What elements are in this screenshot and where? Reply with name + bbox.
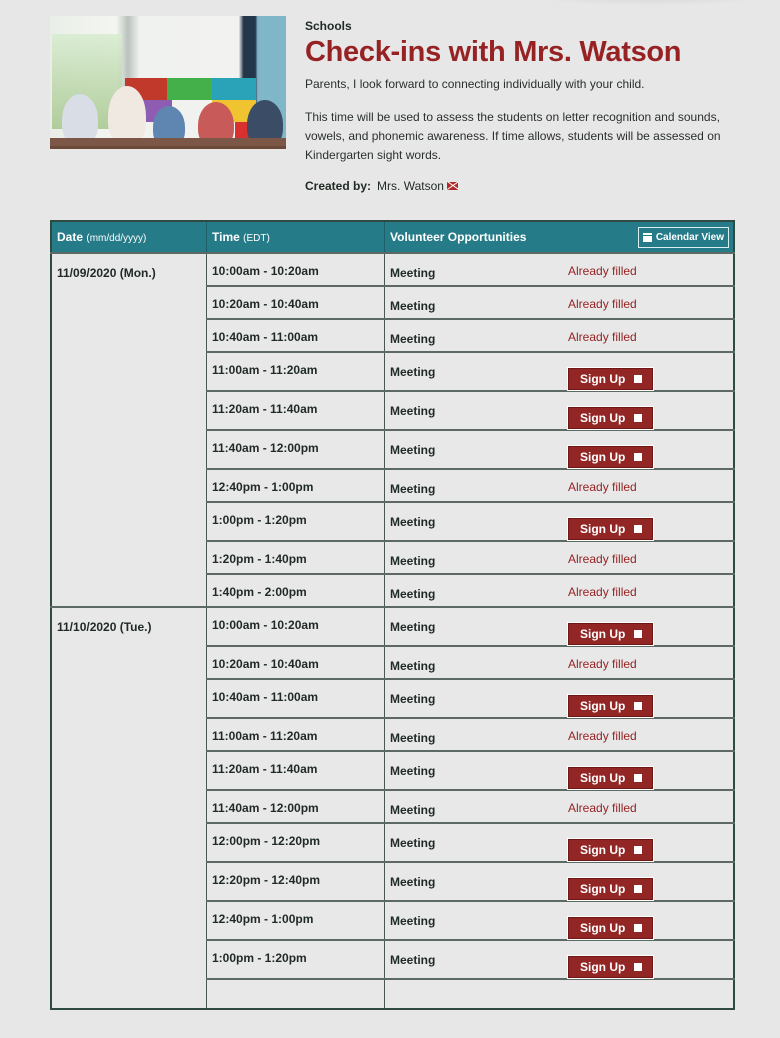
time-cell: 1:40pm - 2:00pm (207, 574, 385, 607)
time-cell: 12:00pm - 12:20pm (207, 823, 385, 862)
opportunity-cell (385, 718, 735, 751)
opportunity-name: Meeting (390, 482, 436, 496)
sign-up-checkbox[interactable] (634, 414, 642, 422)
sign-up-checkbox[interactable] (634, 846, 642, 854)
opportunity-name: Meeting (390, 692, 436, 706)
opportunity-cell (385, 823, 735, 862)
opportunity-cell (385, 430, 735, 469)
table-row (51, 253, 734, 286)
sign-up-button[interactable] (568, 623, 653, 645)
event-header (305, 18, 745, 193)
time-cell: 11:20am - 11:40am (207, 391, 385, 430)
time-cell: 12:40pm - 1:00pm (207, 469, 385, 502)
sign-up-button[interactable] (568, 839, 653, 861)
sign-up-label: Sign Up (580, 843, 626, 857)
opportunity-name: Meeting (390, 914, 436, 928)
opportunity-cell (385, 940, 735, 979)
time-cell: 12:20pm - 12:40pm (207, 862, 385, 901)
time-cell: 1:00pm - 1:20pm (207, 502, 385, 541)
opportunity-name: Meeting (390, 731, 436, 745)
sign-up-button[interactable] (568, 368, 653, 390)
sign-up-checkbox[interactable] (634, 774, 642, 782)
opportunity-cell (385, 607, 735, 646)
opportunity-cell (385, 574, 735, 607)
sign-up-label: Sign Up (580, 699, 626, 713)
time-cell: 11:20am - 11:40am (207, 751, 385, 790)
time-cell: 10:00am - 10:20am (207, 607, 385, 646)
opportunity-cell (385, 646, 735, 679)
opportunity-name: Meeting (390, 299, 436, 313)
sign-up-label: Sign Up (580, 960, 626, 974)
sign-up-checkbox[interactable] (634, 453, 642, 461)
sign-up-button[interactable] (568, 446, 653, 468)
sign-up-label: Sign Up (580, 627, 626, 641)
column-time: Time (EDT) (207, 221, 385, 253)
email-icon[interactable] (447, 182, 458, 190)
opportunity-cell (385, 469, 735, 502)
time-cell: 11:00am - 11:20am (207, 352, 385, 391)
table-header-row (51, 221, 734, 253)
sign-up-button[interactable] (568, 695, 653, 717)
opportunity-cell (385, 901, 735, 940)
time-cell: 11:40am - 12:00pm (207, 430, 385, 469)
opportunity-cell (385, 253, 735, 286)
opportunity-name: Meeting (390, 266, 436, 280)
date-cell: 11/10/2020 (Tue.) (51, 607, 207, 1009)
calendar-view-button[interactable]: Calendar View (638, 227, 729, 248)
breadcrumb[interactable]: Schools (305, 19, 352, 33)
description-text: This time will be used to assess the students on letter recognition and sounds, vowels, and phonemic awareness. If time allows, students will be assessed on Kindergarten sight words. (305, 110, 721, 162)
already-filled-status: Already filled (568, 585, 637, 599)
intro-text: Parents, I look forward to connecting individually with your child. (305, 77, 645, 91)
opportunity-name: Meeting (390, 332, 436, 346)
sign-up-label: Sign Up (580, 882, 626, 896)
page-title: Check-ins with Mrs. Watson (305, 36, 682, 68)
sign-up-label: Sign Up (580, 372, 626, 386)
opportunity-name: Meeting (390, 836, 436, 850)
already-filled-status: Already filled (568, 330, 637, 344)
time-cell: 12:40pm - 1:00pm (207, 901, 385, 940)
sign-up-button[interactable] (568, 767, 653, 789)
sign-up-label: Sign Up (580, 522, 626, 536)
calendar-icon (643, 233, 652, 242)
created-by-label: Created by: (305, 179, 372, 193)
opportunity-cell (385, 286, 735, 319)
column-opportunities: Volunteer Opportunities Calendar View (385, 221, 735, 253)
opportunity-name: Meeting (390, 764, 436, 778)
opportunity-cell (385, 790, 735, 823)
opportunity-name: Meeting (390, 365, 436, 379)
opportunity-cell (385, 979, 735, 1009)
opportunity-name: Meeting (390, 554, 436, 568)
opportunity-name: Meeting (390, 404, 436, 418)
sign-up-button[interactable] (568, 518, 653, 540)
opportunity-cell (385, 391, 735, 430)
sign-up-checkbox[interactable] (634, 924, 642, 932)
table-row (51, 607, 734, 646)
sign-up-checkbox[interactable] (634, 963, 642, 971)
sign-up-checkbox[interactable] (634, 630, 642, 638)
column-date: Date (mm/dd/yyyy) (51, 221, 207, 253)
opportunity-cell (385, 352, 735, 391)
sign-up-label: Sign Up (580, 771, 626, 785)
time-cell (207, 979, 385, 1009)
time-cell: 10:20am - 10:40am (207, 286, 385, 319)
time-cell: 10:40am - 11:00am (207, 319, 385, 352)
opportunity-cell (385, 319, 735, 352)
time-cell: 10:00am - 10:20am (207, 253, 385, 286)
opportunity-name: Meeting (390, 515, 436, 529)
opportunity-cell (385, 541, 735, 574)
opportunity-name: Meeting (390, 875, 436, 889)
created-by (305, 179, 745, 193)
signup-table (50, 220, 735, 1010)
sign-up-button[interactable] (568, 878, 653, 900)
opportunity-cell (385, 502, 735, 541)
time-cell: 11:00am - 11:20am (207, 718, 385, 751)
opportunity-name: Meeting (390, 803, 436, 817)
top-shadow (520, 0, 780, 6)
opportunity-name: Meeting (390, 659, 436, 673)
time-cell: 10:40am - 11:00am (207, 679, 385, 718)
opportunity-cell (385, 751, 735, 790)
sign-up-button[interactable] (568, 956, 653, 978)
sign-up-checkbox[interactable] (634, 525, 642, 533)
time-cell: 1:00pm - 1:20pm (207, 940, 385, 979)
time-cell: 1:20pm - 1:40pm (207, 541, 385, 574)
opportunity-name: Meeting (390, 443, 436, 457)
sign-up-button[interactable] (568, 407, 653, 429)
already-filled-status: Already filled (568, 552, 637, 566)
opportunity-cell (385, 679, 735, 718)
sign-up-checkbox[interactable] (634, 885, 642, 893)
creator-name: Mrs. Watson (377, 179, 444, 193)
already-filled-status: Already filled (568, 729, 637, 743)
sign-up-label: Sign Up (580, 921, 626, 935)
opportunity-name: Meeting (390, 587, 436, 601)
already-filled-status: Already filled (568, 801, 637, 815)
already-filled-status: Already filled (568, 657, 637, 671)
time-cell: 10:20am - 10:40am (207, 646, 385, 679)
sign-up-checkbox[interactable] (634, 702, 642, 710)
already-filled-status: Already filled (568, 264, 637, 278)
already-filled-status: Already filled (568, 297, 637, 311)
sign-up-label: Sign Up (580, 450, 626, 464)
header-image (50, 16, 286, 149)
sign-up-button[interactable] (568, 917, 653, 939)
opportunity-name: Meeting (390, 620, 436, 634)
sign-up-checkbox[interactable] (634, 375, 642, 383)
opportunity-cell (385, 862, 735, 901)
date-cell: 11/09/2020 (Mon.) (51, 253, 207, 607)
time-cell: 11:40am - 12:00pm (207, 790, 385, 823)
already-filled-status: Already filled (568, 480, 637, 494)
sign-up-label: Sign Up (580, 411, 626, 425)
opportunity-name: Meeting (390, 953, 436, 967)
